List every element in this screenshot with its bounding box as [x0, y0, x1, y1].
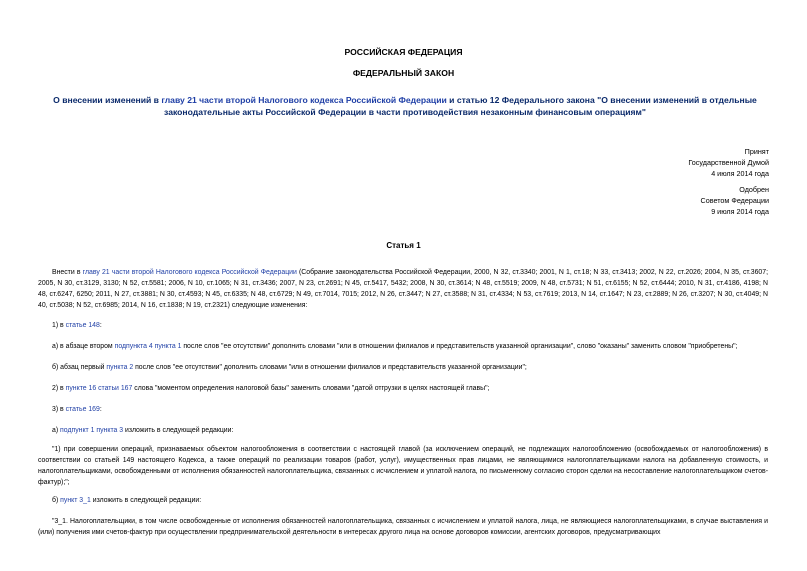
- quote-1: "1) при совершении операций, признаваемых объектом налогообложения в соответствии с настоящей главой (за исключением операций, не подлежащих налогообложению (освобождаемых от налогообложения) в соответствии со статьей 149 настоящего Кодекса, а также операций по реализации товаров (работ, услуг), имущественных прав лицами, не являющимися налогоплательщиками налога на добавленную стоимость, и налогоплательщиками, освобожденными от исполнения обязанностей налогоплательщика, связанных с исчислением и уплатой налога, по письменному согласию сторон сделки на несоставление налогоплательщиком счетов-фактур);";: [38, 446, 768, 486]
- item-1: [38, 320, 768, 331]
- item-3b: [38, 495, 768, 506]
- item-1b-text: б) абзац первый: [52, 364, 107, 371]
- intro-paragraph: [38, 267, 768, 311]
- subject-text-rest: и статью 12 Федерального закона "О внесении изменений в отдельные законодательные акты Российской Федерации в части противодействия незаконным финансовым операциям": [164, 95, 757, 117]
- adoption-body: Государственной Думой: [688, 157, 769, 167]
- item-1a: [38, 341, 768, 352]
- subject-text: О внесении изменений в: [53, 95, 162, 105]
- item-1-text: 1) в: [52, 322, 66, 329]
- approval-label: Одобрен: [739, 185, 769, 194]
- item-2-text-rest: слова "моментом определения налоговой базы" заменить словами "датой отгрузки в целях настоящей главы";: [132, 385, 490, 392]
- item-2-link[interactable]: пункте 16 статьи 167: [65, 385, 133, 392]
- item-1a-text: а) в абзаце втором: [52, 343, 115, 350]
- item-3b-link[interactable]: пункт 3_1: [60, 497, 91, 504]
- item-3-link[interactable]: статье 169: [65, 406, 100, 413]
- adoption-date: 4 июля 2014 года: [711, 168, 769, 178]
- article-title: Статья 1: [386, 241, 421, 250]
- federation-heading: РОССИЙСКАЯ ФЕДЕРАЦИЯ: [344, 47, 463, 57]
- item-1-text-rest: :: [99, 322, 102, 329]
- item-3-text: 3) в: [52, 406, 66, 413]
- item-1a-link[interactable]: подпункта 4 пункта 1: [114, 343, 182, 350]
- item-1b-text-rest: после слов "ее отсутствии" дополнить словами "или в отношении филиалов и представительств указанной организации";: [133, 364, 527, 371]
- quote-2: "3_1. Налогоплательщики, в том числе освобожденные от исполнения обязанностей налогоплательщика, связанных с исчислением и уплатой налога, лица, не являющиеся налогоплательщиками, в случае выставления и (или) получения ими счетов-фактур при осуществлении предпринимательской деятельности в интересах другого лица на основе договоров комиссии, агентских договоров, предусматривающих: [38, 518, 768, 536]
- subject-chapter-link[interactable]: главу 21 части второй Налогового кодекса Российской Федерации: [161, 95, 447, 105]
- item-3a-text: а): [52, 427, 61, 434]
- item-3a: [38, 425, 768, 436]
- item-3a-text-rest: изложить в следующей редакции:: [123, 427, 234, 434]
- intro-text-rest: (Собрание законодательства Российской Федерации, 2000, N 32, ст.3340; 2001, N 1, ст.18; N 33, ст.3413; 2002, N 22, ст.2026; 2004, N 35, ст.3607; 2005, N 30, ст.3129, 3130; N 52, ст.5581; 2006, N 10, ст.1065; N 31, ст.3436; 2007, N 23, ст.2691; N 45, ст.5417, 5432; 2008, N 30, ст.3614; N 48, ст.5519; 2009, N 48, ст.5731; N 51, ст.6155; N 52, ст.6444; 2010, N 31, ст.4186, 4198; N 48, ст.6247, 6250; 2011, N 27, ст.3881; N 30, ст.4593; N 45, ст.6335; N 48, ст.6729; N 49, ст.7014, 7015; 2012, N 26, ст.3447; N 27, ст.3588; N 31, ст.4334; N 53, ст.7619; 2013, N 14, ст.1647; N 23, ст.2889; N 26, ст.3207; N 30, ст.4049; N 40, ст.5038; N 52, ст.6985; 2014, N 16, ст.1838; N 19, ст.2321) следующие изменения:: [38, 269, 768, 309]
- adoption-label: Принят: [744, 147, 769, 156]
- intro-chapter-link[interactable]: главу 21 части второй Налогового кодекса Российской Федерации: [82, 269, 297, 276]
- item-3a-link[interactable]: подпункт 1 пункта 3: [60, 427, 124, 434]
- item-3b-text-rest: изложить в следующей редакции:: [90, 497, 202, 504]
- intro-text: Внести в: [52, 269, 83, 276]
- item-1b-link[interactable]: пункта 2: [106, 364, 134, 371]
- law-subject-title: [30, 94, 780, 118]
- adoption-block: [688, 147, 769, 179]
- item-3-text-rest: :: [99, 406, 102, 413]
- item-2: [38, 383, 768, 394]
- item-3b-text: б): [52, 497, 61, 504]
- approval-body: Советом Федерации: [700, 195, 769, 205]
- item-3: [38, 404, 768, 415]
- item-2-text: 2) в: [52, 385, 66, 392]
- item-1b: [38, 362, 768, 373]
- approval-date: 9 июля 2014 года: [711, 206, 769, 216]
- approval-block: [701, 185, 769, 217]
- law-type-heading: ФЕДЕРАЛЬНЫЙ ЗАКОН: [352, 68, 455, 78]
- item-1a-text-rest: после слов "ее отсутствии" дополнить словами "или в отношении филиалов и представительств указанной организации", слово "оказаны" заменить словом "приобретены";: [181, 343, 738, 350]
- item-1-link[interactable]: статье 148: [65, 322, 100, 329]
